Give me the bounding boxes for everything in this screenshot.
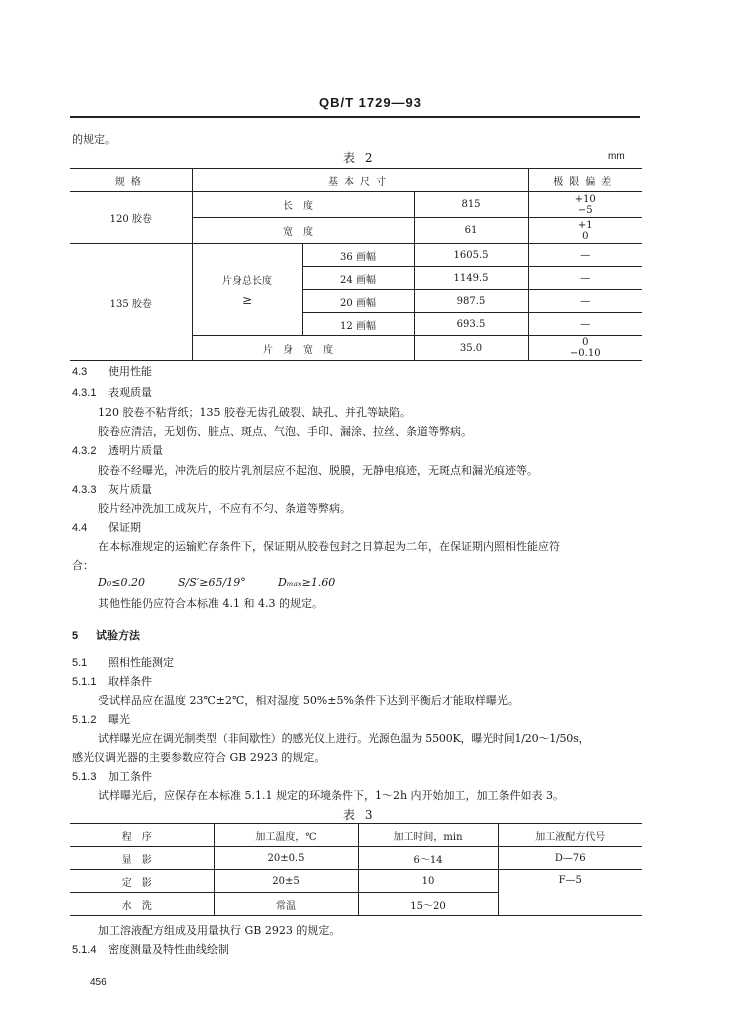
table2-header-tolerance: 极限偏差: [528, 169, 642, 192]
roll135-body-width-tol: [528, 336, 642, 361]
table3-process-wash: 水洗: [70, 893, 214, 916]
table3-process-develop: 显影: [70, 847, 214, 870]
section-number: 4.4: [72, 522, 88, 534]
roll135-total-length-cell: [192, 244, 302, 336]
paragraph: 试样曝光应在调光制类型（非间歇性）的感光仪上进行。光源色温为 5500K，曝光时间1/20～1/50s，: [98, 732, 590, 745]
section-title: 表观质量: [108, 386, 152, 399]
roll120-length-tol-lower: −5: [577, 204, 593, 216]
table2-header-basic-size: 基本尺寸: [192, 169, 528, 192]
paragraph: 胶片经冲洗加工成灰片，不应有不匀、条道等弊病。: [98, 502, 351, 515]
roll120-length-tol: [528, 192, 642, 218]
roll135-body-width-tol-lower: −0.10: [569, 348, 601, 359]
roll135-frames-12: 12 画幅: [302, 313, 414, 336]
table2-header-spec: 规格: [70, 169, 192, 192]
table3: [70, 823, 642, 916]
section-4-3-1-heading: [72, 384, 152, 400]
roll135-label: 135 胶卷: [70, 244, 192, 361]
page-number: 456: [90, 977, 107, 988]
section-5-1-2-heading: [72, 711, 130, 727]
roll135-total-length-label: 片身总长度: [222, 276, 272, 287]
section-title: 保证期: [108, 521, 141, 534]
paragraph: 试样曝光后，应保存在本标准 5.1.1 规定的环境条件下，1～2h 内开始加工，加工条件如表 3。: [98, 789, 565, 802]
section-5-1-heading: [72, 654, 174, 670]
section-number: 5: [72, 630, 79, 642]
table2: [70, 168, 642, 361]
table3-title: 表 3: [343, 808, 376, 822]
section-5-1-3-heading: [72, 768, 152, 784]
section-5-heading: [72, 627, 140, 643]
table3-temp-develop: 20±0.5: [214, 847, 358, 870]
table3-process-fix: 定影: [70, 870, 214, 893]
section-title: 照相性能测定: [108, 656, 174, 669]
paragraph: 在本标准规定的运输贮存条件下，保证期从胶卷包封之日算起为二年，在保证期内照相性能应符: [98, 540, 560, 553]
section-4-3-heading: [72, 363, 152, 379]
section-4-4-heading: [72, 519, 141, 535]
table3-temp-fix: 20±5: [214, 870, 358, 893]
section-number: 4.3.3: [72, 484, 97, 496]
table3-time-develop: 6～14: [358, 847, 498, 870]
section-number: 4.3.1: [72, 387, 97, 399]
section-5-1-1-heading: [72, 673, 152, 689]
section-title: 取样条件: [108, 675, 152, 688]
section-number: 4.3.2: [72, 445, 97, 457]
roll135-tol-36: —: [528, 244, 642, 267]
table3-header-process: 程序: [70, 824, 214, 847]
table3-formula-develop: D—76: [498, 847, 642, 870]
roll135-value-36: 1605.5: [414, 244, 528, 267]
section-5-1-4-heading: [72, 941, 229, 957]
section-title: 灰片质量: [108, 483, 152, 496]
table2-title: 表 2: [343, 151, 376, 165]
paragraph: 120 胶卷不粘背纸；135 胶卷无齿孔破裂、缺孔、并孔等缺陷。: [98, 406, 411, 419]
roll135-body-width-label: 片身宽度: [192, 336, 414, 361]
section-number: 5.1.3: [72, 771, 97, 783]
section-title: 使用性能: [108, 365, 152, 378]
roll135-body-width-value: 35.0: [414, 336, 528, 361]
roll135-tol-12: —: [528, 313, 642, 336]
roll120-length-value: 815: [414, 192, 528, 218]
section-title: 密度测量及特性曲线绘制: [108, 943, 229, 956]
roll135-value-12: 693.5: [414, 313, 528, 336]
roll135-frames-20: 20 画幅: [302, 290, 414, 313]
table3-formula-fix: F—5: [498, 870, 642, 916]
paragraph: 其他性能仍应符合本标准 4.1 和 4.3 的规定。: [98, 597, 323, 610]
table3-header-temp: 加工温度，℃: [214, 824, 358, 847]
section-number: 5.1.2: [72, 714, 97, 726]
roll120-label: 120 胶卷: [70, 192, 192, 244]
paragraph: 胶卷应清洁，无划伤、脏点、斑点、气泡、手印、漏涂、拉丝、条道等弊病。: [98, 425, 472, 438]
section-number: 5.1: [72, 657, 88, 669]
section-4-3-3-heading: [72, 481, 152, 497]
paragraph: 感光仪调光器的主要参数应符合 GB 2923 的规定。: [72, 751, 326, 764]
roll135-total-length-symbol: ≥: [241, 293, 253, 307]
table2-unit: mm: [608, 151, 625, 162]
roll120-width-label: 宽度: [192, 218, 414, 244]
paragraph: 加工溶液配方组成及用量执行 GB 2923 的规定。: [98, 924, 341, 937]
section-number: 4.3: [72, 366, 88, 378]
section-title: 曝光: [108, 713, 130, 726]
table3-time-wash: 15～20: [358, 893, 498, 916]
roll135-body-width-tol-upper: 0: [582, 337, 589, 348]
table-row: [70, 870, 642, 893]
roll120-length-label: 长度: [192, 192, 414, 218]
roll120-width-tol-upper: +1: [577, 219, 593, 231]
section-number: 5.1.4: [72, 944, 97, 956]
formula-d0: D₀≤0.20: [98, 576, 145, 589]
table3-header-row: [70, 824, 642, 847]
roll120-width-value: 61: [414, 218, 528, 244]
section-number: 5.1.1: [72, 676, 97, 688]
roll135-frames-24: 24 画幅: [302, 267, 414, 290]
table3-header-formula: 加工液配方代号: [498, 824, 642, 847]
paragraph: 胶卷不经曝光，冲洗后的胶片乳剂层应不起泡、脱膜，无静电痕迹，无斑点和漏光痕迹等。: [98, 464, 538, 477]
paragraph: 合：: [72, 559, 94, 572]
roll120-length-tol-upper: +10: [574, 193, 596, 205]
section-4-3-2-heading: [72, 442, 163, 458]
roll135-tol-20: —: [528, 290, 642, 313]
section-title: 透明片质量: [108, 444, 163, 457]
table-row: [70, 847, 642, 870]
table3-header-time: 加工时间，min: [358, 824, 498, 847]
table-row: [70, 244, 642, 267]
table3-temp-wash: 常温: [214, 893, 358, 916]
roll135-tol-24: —: [528, 267, 642, 290]
table-row: [70, 192, 642, 218]
formula-ss: S/S′≥65/19°: [178, 576, 246, 589]
section-title: 试验方法: [96, 629, 140, 642]
document-code: QB/T 1729—93: [318, 95, 423, 110]
roll135-value-20: 987.5: [414, 290, 528, 313]
table2-header-row: [70, 169, 642, 192]
formula-dmax: Dₘₐₓ≥1.60: [278, 576, 336, 589]
roll135-value-24: 1149.5: [414, 267, 528, 290]
paragraph: 受试样品应在温度 23℃±2℃，相对湿度 50%±5%条件下达到平衡后才能取样曝光。: [98, 694, 519, 707]
roll135-frames-36: 36 画幅: [302, 244, 414, 267]
lead-text: 的规定。: [72, 133, 116, 146]
header-rule: [70, 116, 640, 118]
roll120-width-tol-lower: 0: [582, 230, 589, 242]
section-title: 加工条件: [108, 770, 152, 783]
roll120-width-tol: [528, 218, 642, 244]
table3-time-fix: 10: [358, 870, 498, 893]
